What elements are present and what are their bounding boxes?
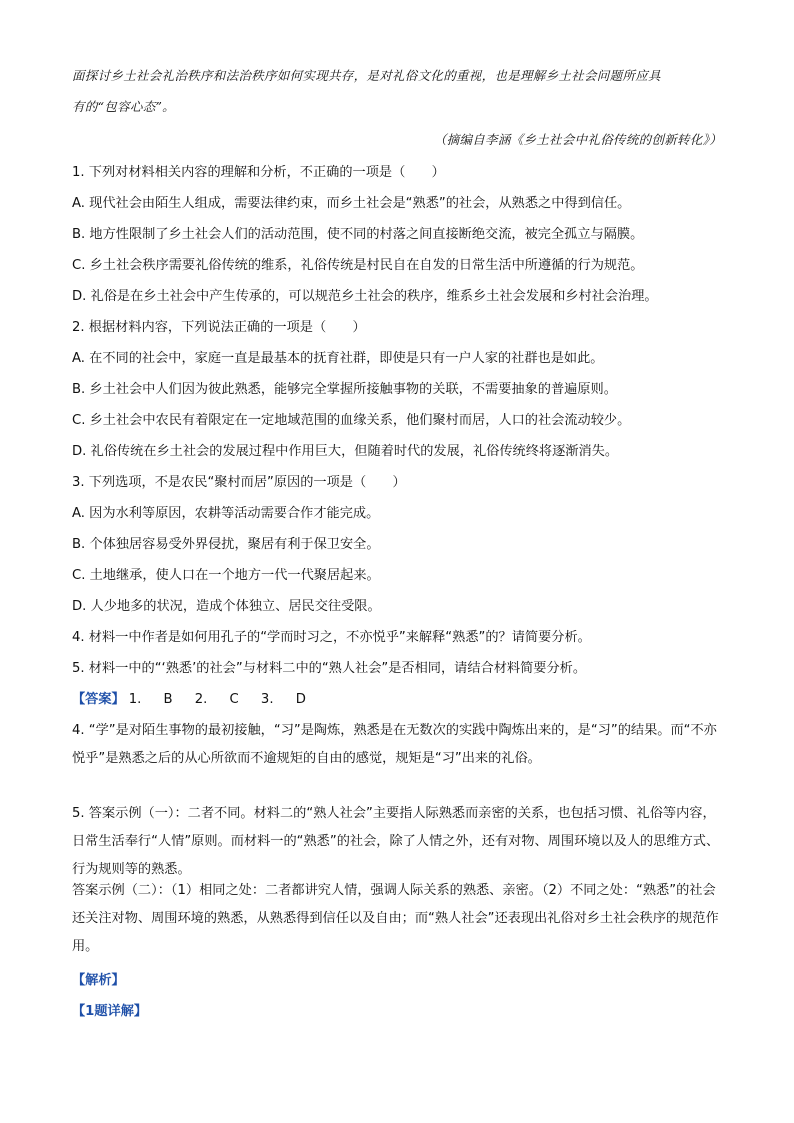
question-1-option-c: C. 乡土社会秩序需要礼俗传统的维系，礼俗传统是村民自在自发的日常生活中所遵循的行为规范。 [72, 258, 644, 273]
answer-5-example-1: 5. 答案示例（一）：二者不同。材料二的“熟人社会”主要指人际熟悉而亲密的关系，也包括习惯、礼俗等内容，日常生活奉行“人情”原则。而材料一的“熟悉”的社会，除了人情之外，还有对物、周围环境以及人的思维方式、行为规则等的熟悉。 [72, 806, 720, 877]
question-3-option-d: D. 人少地多的状况，造成个体独立、居民交往受限。 [72, 599, 381, 614]
answer-4-text: 4. “学”是对陌生事物的最初接触，“习”是陶炼，熟悉是在无数次的实践中陶炼出来的，是“习”的结果。而“不亦悦乎”是熟悉之后的从心所欲而不逾规矩的自由的感觉，规矩是“习”出来的礼俗。 [72, 723, 717, 766]
question-3-option-b: B. 个体独居容易受外界侵扰，聚居有利于保卫安全。 [72, 537, 380, 552]
question-1-option-b: B. 地方性限制了乡土社会人们的活动范围，使不同的村落之间直接断绝交流，被完全孤立与隔膜。 [72, 227, 644, 242]
answer-values: 1. B 2. C 3. D [128, 692, 306, 707]
question-1-option-d: D. 礼俗是在乡土社会中产生传承的，可以规范乡土社会的秩序，维系乡土社会发展和乡村社会治理。 [72, 289, 658, 304]
question-1-stem: 1. 下列对材料相关内容的理解和分析，不正确的一项是（ ） [72, 165, 445, 180]
answer-tag: 【答案】 [72, 692, 125, 707]
answer-line [72, 689, 724, 711]
analysis-tag: 【解析】 [72, 973, 125, 988]
detail-tag: 【1题详解】 [72, 1004, 148, 1019]
question-3-option-c: C. 土地继承，使人口在一个地方一代一代聚居起来。 [72, 568, 380, 583]
source-citation: （摘编自李涵《乡土社会中礼俗传统的创新转化》） [433, 132, 722, 147]
question-4-stem: 4. 材料一中作者是如何用孔子的“学而时习之，不亦悦乎”来解释“熟悉”的？请简要分析。 [72, 630, 591, 645]
question-2-option-b: B. 乡土社会中人们因为彼此熟悉，能够完全掌握所接触事物的关联，不需要抽象的普遍原则。 [72, 382, 617, 397]
answer-5-example-2: 答案示例（二）：（1）相同之处：二者都讲究人情，强调人际关系的熟悉、亲密。（2）不同之处：“熟悉”的社会还关注对物、周围环境的熟悉，从熟悉得到信任以及自由；而“熟人社会”还表现出礼俗对乡土社会秩序的规范作用。 [72, 883, 719, 954]
question-2-stem: 2. 根据材料内容，下列说法正确的一项是（ ） [72, 320, 366, 335]
question-2-option-a: A. 在不同的社会中，家庭一直是最基本的抚育社群，即使是只有一户人家的社群也是如此。 [72, 351, 604, 366]
question-3-option-a: A. 因为水利等原因，农耕等活动需要合作才能完成。 [72, 506, 380, 521]
question-2-option-d: D. 礼俗传统在乡土社会的发展过程中作用巨大，但随着时代的发展，礼俗传统终将逐渐消失。 [72, 444, 619, 459]
question-1-option-a: A. 现代社会由陌生人组成，需要法律约束，而乡土社会是“熟悉”的社会，从熟悉之中得到信任。 [72, 196, 631, 211]
question-3-stem: 3. 下列选项，不是农民“聚村而居”原因的一项是（ ） [72, 475, 406, 490]
intro-line-1: 面探讨乡土社会礼治秩序和法治秩序如何实现共存，是对礼俗文化的重视，也是理解乡土社会问题所应具 [72, 68, 661, 83]
intro-line-2: 有的“包容心态”。 [72, 99, 175, 114]
question-2-option-c: C. 乡土社会中农民有着限定在一定地域范围的血缘关系，他们聚村而居，人口的社会流动较少。 [72, 413, 631, 428]
question-5-stem: 5. 材料一中的“‘熟悉’的社会”与材料二中的“熟人社会”是否相同，请结合材料简要分析。 [72, 661, 587, 676]
